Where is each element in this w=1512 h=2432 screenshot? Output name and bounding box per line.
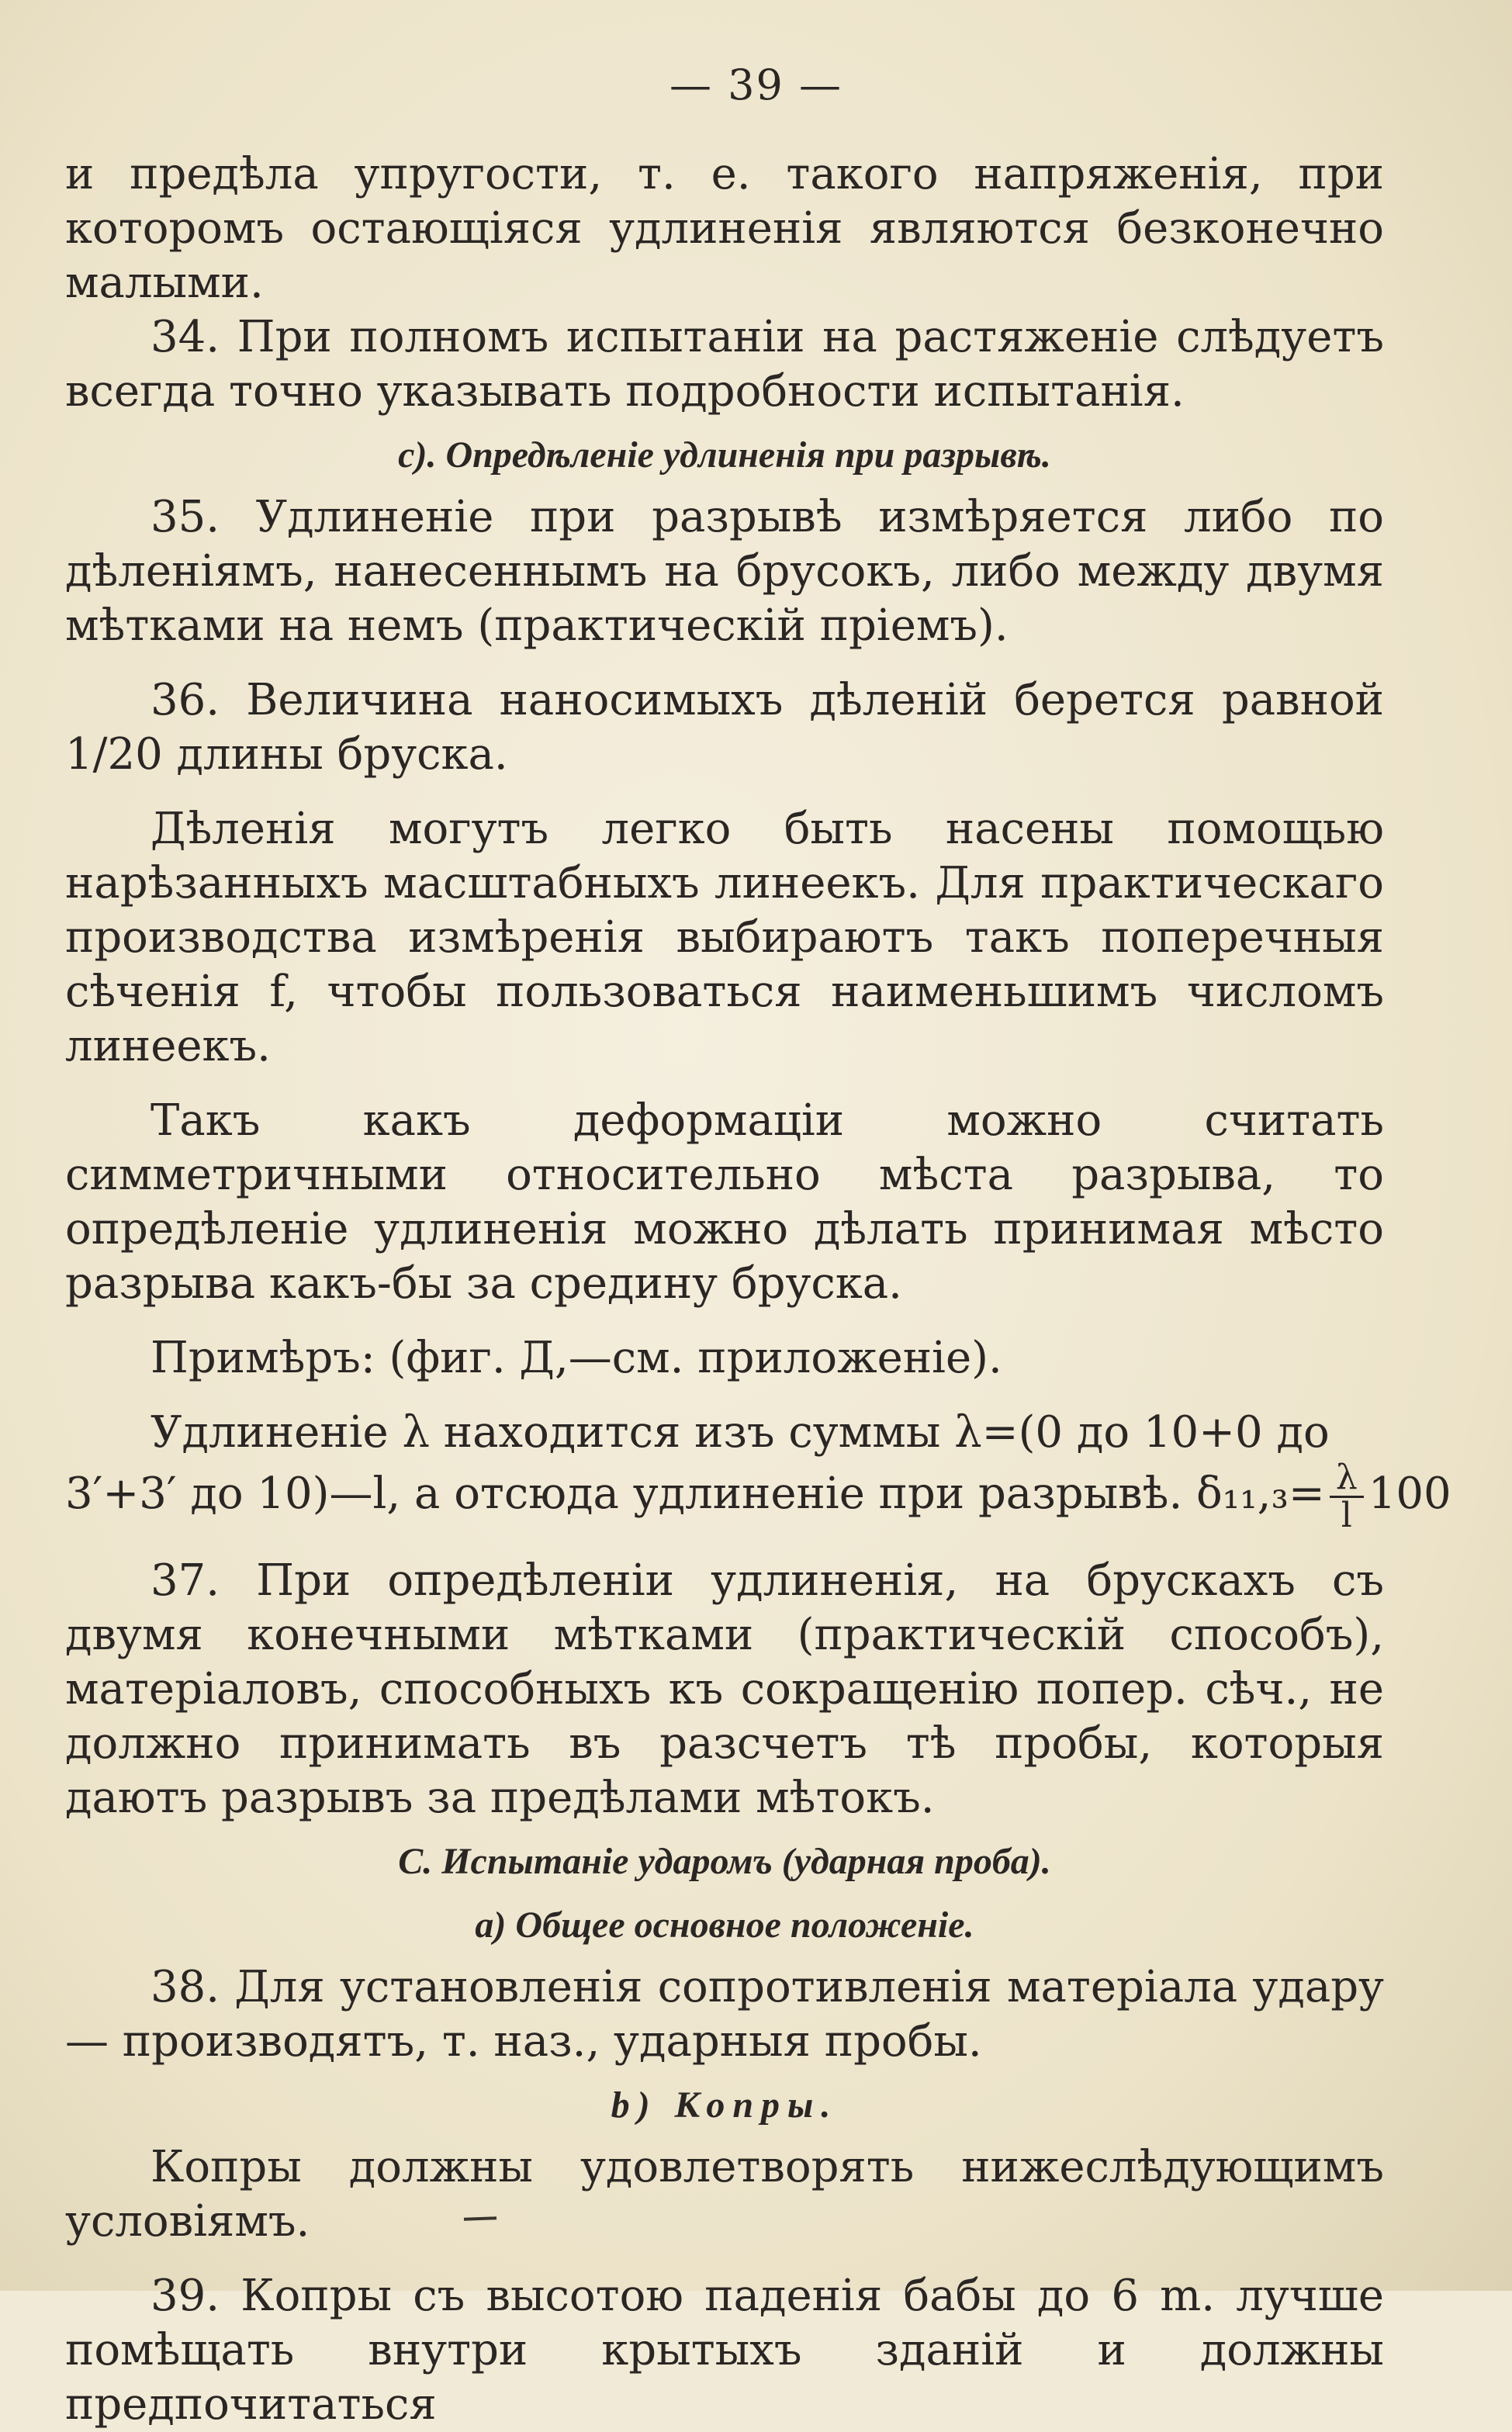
formula-line-2-text: 3′+3′ до 10)—l, а отсюда удлиненіе при разрывѣ. δ₁₁,₃=	[65, 1469, 1325, 1519]
page-number: — 39 —	[669, 61, 843, 109]
paragraph-34: 34. При полномъ испытаніи на растяженіе слѣдуетъ всегда точно указывать подробности испытанія.	[65, 312, 1384, 417]
paragraph-38-conditions: Копры должны удовлетворять нижеслѣдующимъ условіямъ.	[65, 2142, 1384, 2247]
paragraph-36-divisions: Дѣленія могутъ легко быть насены помощью нарѣзанныхъ масштабныхъ линеекъ. Для практическаго производства измѣренія выбираютъ такъ поперечныя сѣченія f, чтобы пользоваться наименьшимъ числомъ линеекъ.	[65, 804, 1384, 1071]
paragraph-36-symmetry: Такъ какъ деформаціи можно считать симметричными относительно мѣста разрыва, то опредѣленіе удлиненія можно дѣлать принимая мѣсто разрыва какъ-бы за средину бруска.	[65, 1095, 1384, 1309]
fraction-denominator: l	[1341, 1496, 1352, 1535]
formula-line-2	[65, 1458, 1451, 1535]
paragraph-38: 38. Для установленія сопротивленія матеріала удару— производятъ, т. наз., ударныя пробы.	[65, 1962, 1384, 2067]
paragraph-continuation: и предѣла упругости, т. е. такого напряженія, при которомъ остающіяся удлиненія являются безконечно малыми.	[65, 149, 1384, 308]
fraction-numerator: λ	[1330, 1460, 1364, 1498]
section-heading-a: а) Общее основное положеніе.	[475, 1904, 974, 1946]
paragraph-37: 37. При опредѣленіи удлиненія, на брускахъ съ двумя конечными мѣтками (практическій способъ), матеріаловъ, способныхъ къ сокращенію попер. сѣч., не должно принимать въ разсчетъ тѣ пробы, которыя даютъ разрывъ за предѣлами мѣтокъ.	[65, 1555, 1384, 1823]
paragraph-36: 36. Величина наносимыхъ дѣленій берется равной 1/20 длины бруска.	[65, 675, 1384, 780]
page-text	[65, 147, 1451, 2432]
section-heading-b: b) Копры.	[611, 2084, 839, 2126]
paragraph-35: 35. Удлиненіе при разрывѣ измѣряется либо по дѣленіямъ, нанесеннымъ на брусокъ, либо между двумя мѣтками на немъ (практическій пріемъ).	[65, 492, 1384, 651]
paragraph-example: Примѣръ: (фиг. Д,—см. приложеніе).	[151, 1333, 1002, 1383]
section-heading-C: С. Испытаніе ударомъ (ударная проба).	[398, 1841, 1051, 1882]
formula-line-2-tail: 100	[1368, 1469, 1451, 1519]
formula-line-1: Удлиненіе λ находится изъ суммы λ=(0 до 10+0 до	[151, 1407, 1330, 1458]
fraction	[1330, 1460, 1364, 1534]
paragraph-39: 39. Копры съ высотою паденія бабы до 6 m. лучше помѣщать внутри крытыхъ зданій и должны предпочитаться	[65, 2271, 1384, 2430]
section-heading-c: с). Опредѣленіе удлиненія при разрывѣ.	[398, 434, 1051, 476]
